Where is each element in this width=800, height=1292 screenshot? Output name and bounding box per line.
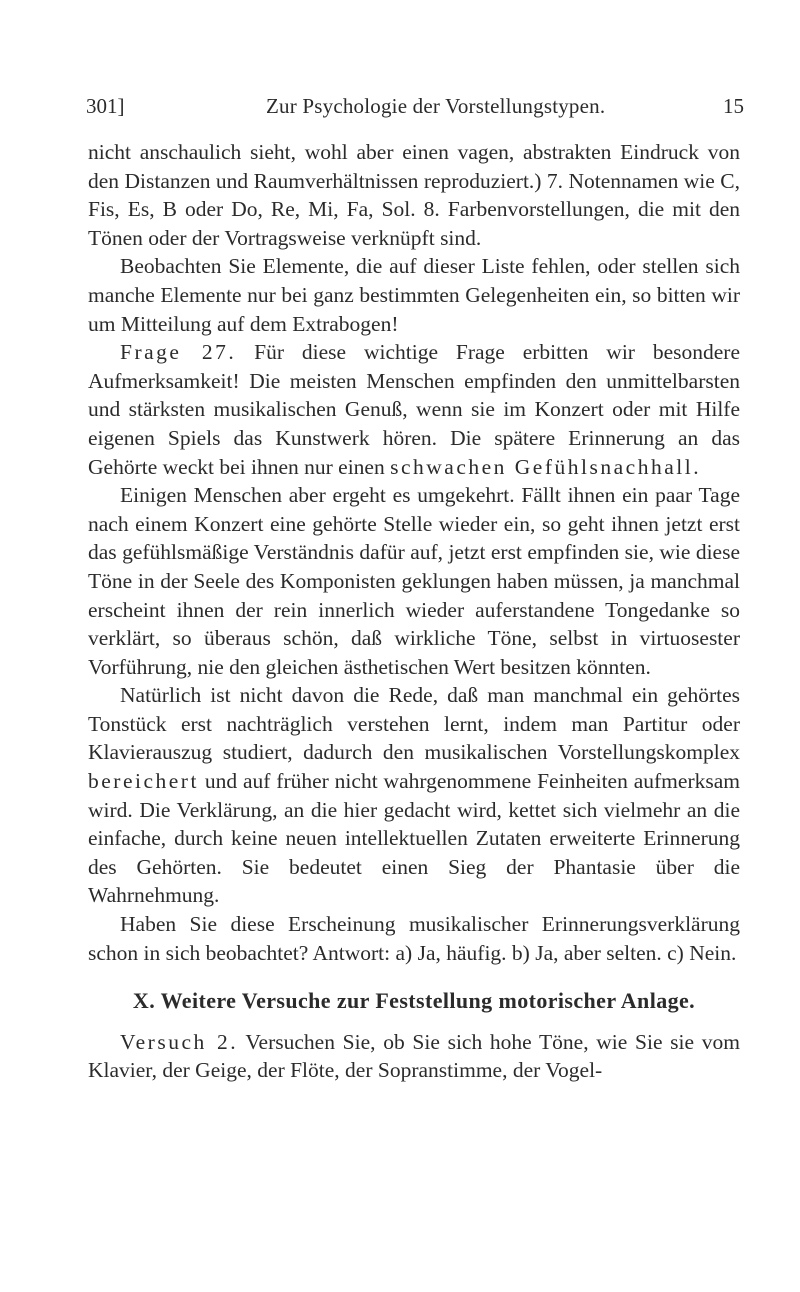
paragraph-1	[88, 138, 740, 252]
paragraph-3	[88, 338, 740, 481]
page-number-right: 15	[723, 94, 744, 118]
paragraph-3-tail: .	[693, 454, 699, 479]
paragraph-1-text: nicht anschaulich sieht, wohl aber einen vagen, abstrakten Eindruck von den Distanzen und Raumverhältnissen reproduziert.) 7. Notennamen wie C, Fis, Es, B oder Do, Re, Mi, Fa, Sol. 8. Farbenvorstellungen, die mit den Tönen oder der Vortragsweise verknüpft sind.	[88, 140, 740, 250]
page-header	[86, 94, 744, 122]
paragraph-3-text: Für diese wichtige Frage erbitten wir besondere Aufmerksamkeit! Die meisten Menschen empfinden den unmittelbarsten und stärksten musikalischen Genuß, wenn sie im Konzert oder mit Hilfe eigenen Spiels das Kunstwerk hören. Die spätere Erinnerung an das Gehörte weckt bei ihnen nur einen	[88, 340, 741, 479]
paragraph-5-emphasis: bereichert	[88, 769, 199, 794]
body-text	[88, 138, 740, 1085]
paragraph-2-text: Beobachten Sie Elemente, die auf dieser Liste fehlen, oder stellen sich manche Elemente nur bei ganz bestimmten Gelegenheiten ein, so bitten wir um Mitteilung auf dem Extrabogen!	[88, 254, 740, 336]
paragraph-6	[88, 910, 740, 967]
paragraph-4	[88, 481, 740, 681]
page-number-left: 301]	[86, 94, 125, 118]
running-title: Zur Psychologie der Vorstellungstypen.	[266, 94, 606, 118]
paragraph-2	[88, 252, 740, 338]
section-heading: X. Weitere Versuche zur Feststellung motorischer Anlage.	[132, 988, 696, 1014]
paragraph-5-tail: und auf früher nicht wahrgenommene Feinheiten aufmerksam wird. Die Verklärung, an die hier gedacht wird, kettet sich vielmehr an die einfache, durch keine neuen intellektuellen Zutaten erweiterte Erinnerung des Gehörten. Sie bedeutet einen Sieg der Phantasie über die Wahrnehmung.	[88, 769, 740, 908]
paragraph-3-emphasis: schwachen Gefühlsnachhall	[390, 454, 694, 479]
paragraph-4-text: Einigen Menschen aber ergeht es umgekehrt. Fällt ihnen ein paar Tage nach einem Konzert eine gehörte Stelle wieder ein, so geht ihnen jetzt erst das gefühlsmäßige Verständnis dafür auf, jetzt erst empfinden sie, wie diese Töne in der Seele des Komponisten geklungen haben müssen, ja manchmal erscheint ihnen der rein innerlich wieder auferstandene Tongedanke so verklärt, so überaus schön, daß wirkliche Töne, selbst in virtuosester Vorführung, nie den gleichen ästhetischen Wert besitzen könnten.	[88, 483, 740, 679]
experiment-label: Versuch 2.	[120, 1029, 239, 1054]
paragraph-5-text: Natürlich ist nicht davon die Rede, daß man manchmal ein gehörtes Tonstück erst nachträglich verstehen lernt, indem man Partitur oder Klavierauszug studiert, dadurch den musikalischen Vorstellungskomplex	[88, 683, 740, 765]
paragraph-7-text: Versuchen Sie, ob Sie sich hohe Töne, wie Sie sie vom Klavier, der Geige, der Flöte, der Sopranstimme, der Vogel-	[88, 1029, 740, 1083]
paragraph-6-text: Haben Sie diese Erscheinung musikalischer Erinnerungsverklärung schon in sich beobachtet? Antwort: a) Ja, häufig. b) Ja, aber selten. c) Nein.	[88, 912, 740, 965]
question-label: Frage 27.	[120, 340, 237, 365]
paragraph-7	[88, 1028, 740, 1085]
paragraph-5	[88, 681, 740, 910]
